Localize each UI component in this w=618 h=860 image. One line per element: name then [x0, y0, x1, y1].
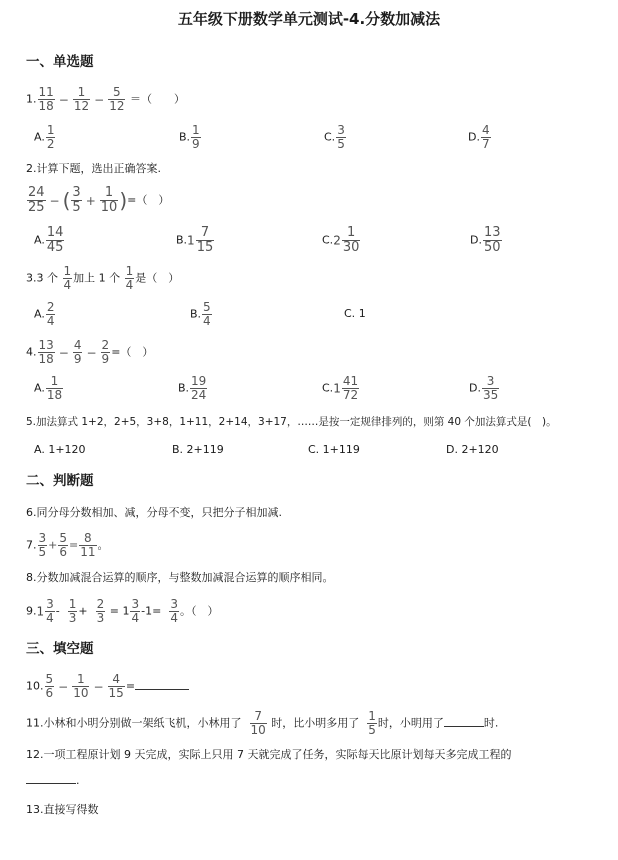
fraction: $\frac{3}{4}$	[46, 597, 54, 625]
page-title: 五年级下册数学单元测试-4.分数加减法	[177, 10, 441, 28]
question-1	[26, 86, 185, 113]
fraction: $\frac{13}{18}$	[38, 338, 54, 366]
question-12-blank-line: .	[26, 774, 80, 788]
fraction: $\frac{3}{4}$	[131, 597, 140, 625]
fraction: $\frac{3}{5}$	[38, 531, 47, 559]
question-9: 9.1 $\frac{3}{4}$ - $\frac{1}{3}$ + $\frac{2}{3}$ = 1 $\frac{3}{4}$ -1= $\frac{3}{4}$ 。（ ）	[26, 597, 219, 625]
option-b[interactable]: B.1 $\frac{7}{15}$	[176, 225, 214, 255]
fraction: $\frac{11}{18}$	[38, 85, 54, 113]
section-heading-fill: 三、填空题	[26, 641, 94, 657]
minus-sign: −	[94, 92, 105, 107]
answer-blank[interactable]	[26, 783, 76, 784]
option-d[interactable]: D. $\frac{3}{35}$	[469, 374, 499, 402]
fraction: $\frac{5}{6}$	[59, 531, 67, 559]
fraction: $\frac{3}{5}$	[72, 185, 81, 215]
question-2-text: 2.计算下题，选出正确答案.	[26, 162, 161, 175]
answer-blank: ＝（ ）	[129, 92, 185, 106]
fraction: $\frac{1}{10}$	[100, 185, 118, 215]
question-number: 1.	[26, 92, 37, 106]
fraction: $\frac{5}{6}$	[45, 672, 54, 700]
answer-blank[interactable]	[444, 726, 484, 727]
question-7: 7. $\frac{3}{5}$ + $\frac{5}{6}$ = $\frac{8}{11}$ 。	[26, 531, 109, 559]
fraction: $\frac{4}{15}$	[108, 672, 124, 700]
fraction: $\frac{1}{3}$	[68, 597, 77, 625]
fraction: $\frac{1}{4}$	[63, 264, 72, 292]
fraction: $\frac{24}{25}$	[28, 185, 45, 215]
option-b[interactable]: B. $\frac{19}{24}$	[178, 374, 207, 402]
option-b[interactable]: B. $\frac{5}{4}$	[190, 300, 211, 328]
fraction: $\frac{1}{10}$	[73, 672, 89, 700]
option-d[interactable]: D. $\frac{13}{50}$	[470, 225, 501, 255]
question-4: 4. $\frac{13}{18}$ − $\frac{4}{9}$ − $\frac{2}{9}$ =（ ）	[26, 338, 154, 366]
option-d[interactable]: D. $\frac{4}{7}$	[468, 123, 490, 151]
fraction: $\frac{7}{10}$	[250, 709, 266, 737]
question-2-expression: $\frac{24}{25}$ − ( $\frac{3}{5}$ + $\frac{1}{10}$ )=（ ）	[28, 185, 170, 215]
fraction: $\frac{4}{9}$	[73, 338, 82, 366]
option-b[interactable]: B. 2+119	[172, 443, 224, 456]
option-b[interactable]: B. $\frac{1}{9}$	[179, 123, 200, 151]
option-a[interactable]: A. $\frac{1}{2}$	[34, 123, 55, 151]
section-heading-judge: 二、判断题	[26, 473, 94, 489]
option-a[interactable]: A. $\frac{14}{45}$	[34, 225, 64, 255]
option-c[interactable]: C. $\frac{3}{5}$	[324, 123, 345, 151]
option-c[interactable]: C. 1	[344, 307, 366, 320]
fraction: $\frac{1}{5}$	[368, 709, 376, 737]
answer-blank[interactable]	[135, 689, 189, 690]
option-d[interactable]: D. 2+120	[446, 443, 499, 456]
option-c[interactable]: C.2 $\frac{1}{30}$	[322, 225, 360, 255]
question-12-text: 12.一项工程原计划 9 天完成，实际上只用 7 天就完成了任务，实际每天比原计划每天多完成工程的	[26, 748, 512, 761]
option-a[interactable]: A. 1+120	[34, 443, 86, 456]
fraction: $\frac{2}{9}$	[101, 338, 110, 366]
question-6-text: 6.同分母分数相加、减，分母不变，只把分子相加减.	[26, 506, 282, 519]
section-heading-single-choice: 一、单选题	[26, 54, 94, 70]
fraction: $\frac{5}{12}$	[109, 85, 125, 113]
minus-sign: −	[58, 92, 69, 107]
fraction: $\frac{1}{12}$	[73, 85, 90, 113]
fraction: $\frac{2}{3}$	[96, 597, 105, 625]
option-c[interactable]: C.1 $\frac{41}{72}$	[322, 374, 359, 402]
question-8-text: 8.分数加减混合运算的顺序，与整数加减混合运算的顺序相同。	[26, 571, 334, 584]
question-3: 3.3 个 $\frac{1}{4}$ 加上 1 个 $\frac{1}{4}$ 是（ ）	[26, 264, 180, 292]
fraction: $\frac{3}{4}$	[170, 597, 178, 625]
fraction: $\frac{8}{11}$	[80, 531, 96, 559]
question-13-text: 13.直接写得数	[26, 803, 99, 816]
option-a[interactable]: A. $\frac{2}{4}$	[34, 300, 55, 328]
question-10: 10. $\frac{5}{6}$ − $\frac{1}{10}$ − $\frac{4}{15}$ =	[26, 673, 189, 700]
option-c[interactable]: C. 1+119	[308, 443, 360, 456]
question-5-text: 5.加法算式 1+2，2+5，3+8，1+11，2+14，3+17，……是按一定规律排列的，则第 40 个加法算式是( )。	[26, 416, 557, 428]
fraction: $\frac{1}{4}$	[125, 264, 134, 292]
option-a[interactable]: A. $\frac{1}{18}$	[34, 374, 63, 402]
question-11: 11.小林和小明分别做一架纸飞机，小林用了 $\frac{7}{10}$ 时，比小明多用了 $\frac{1}{5}$ 时，小明用了 时.	[26, 709, 499, 737]
